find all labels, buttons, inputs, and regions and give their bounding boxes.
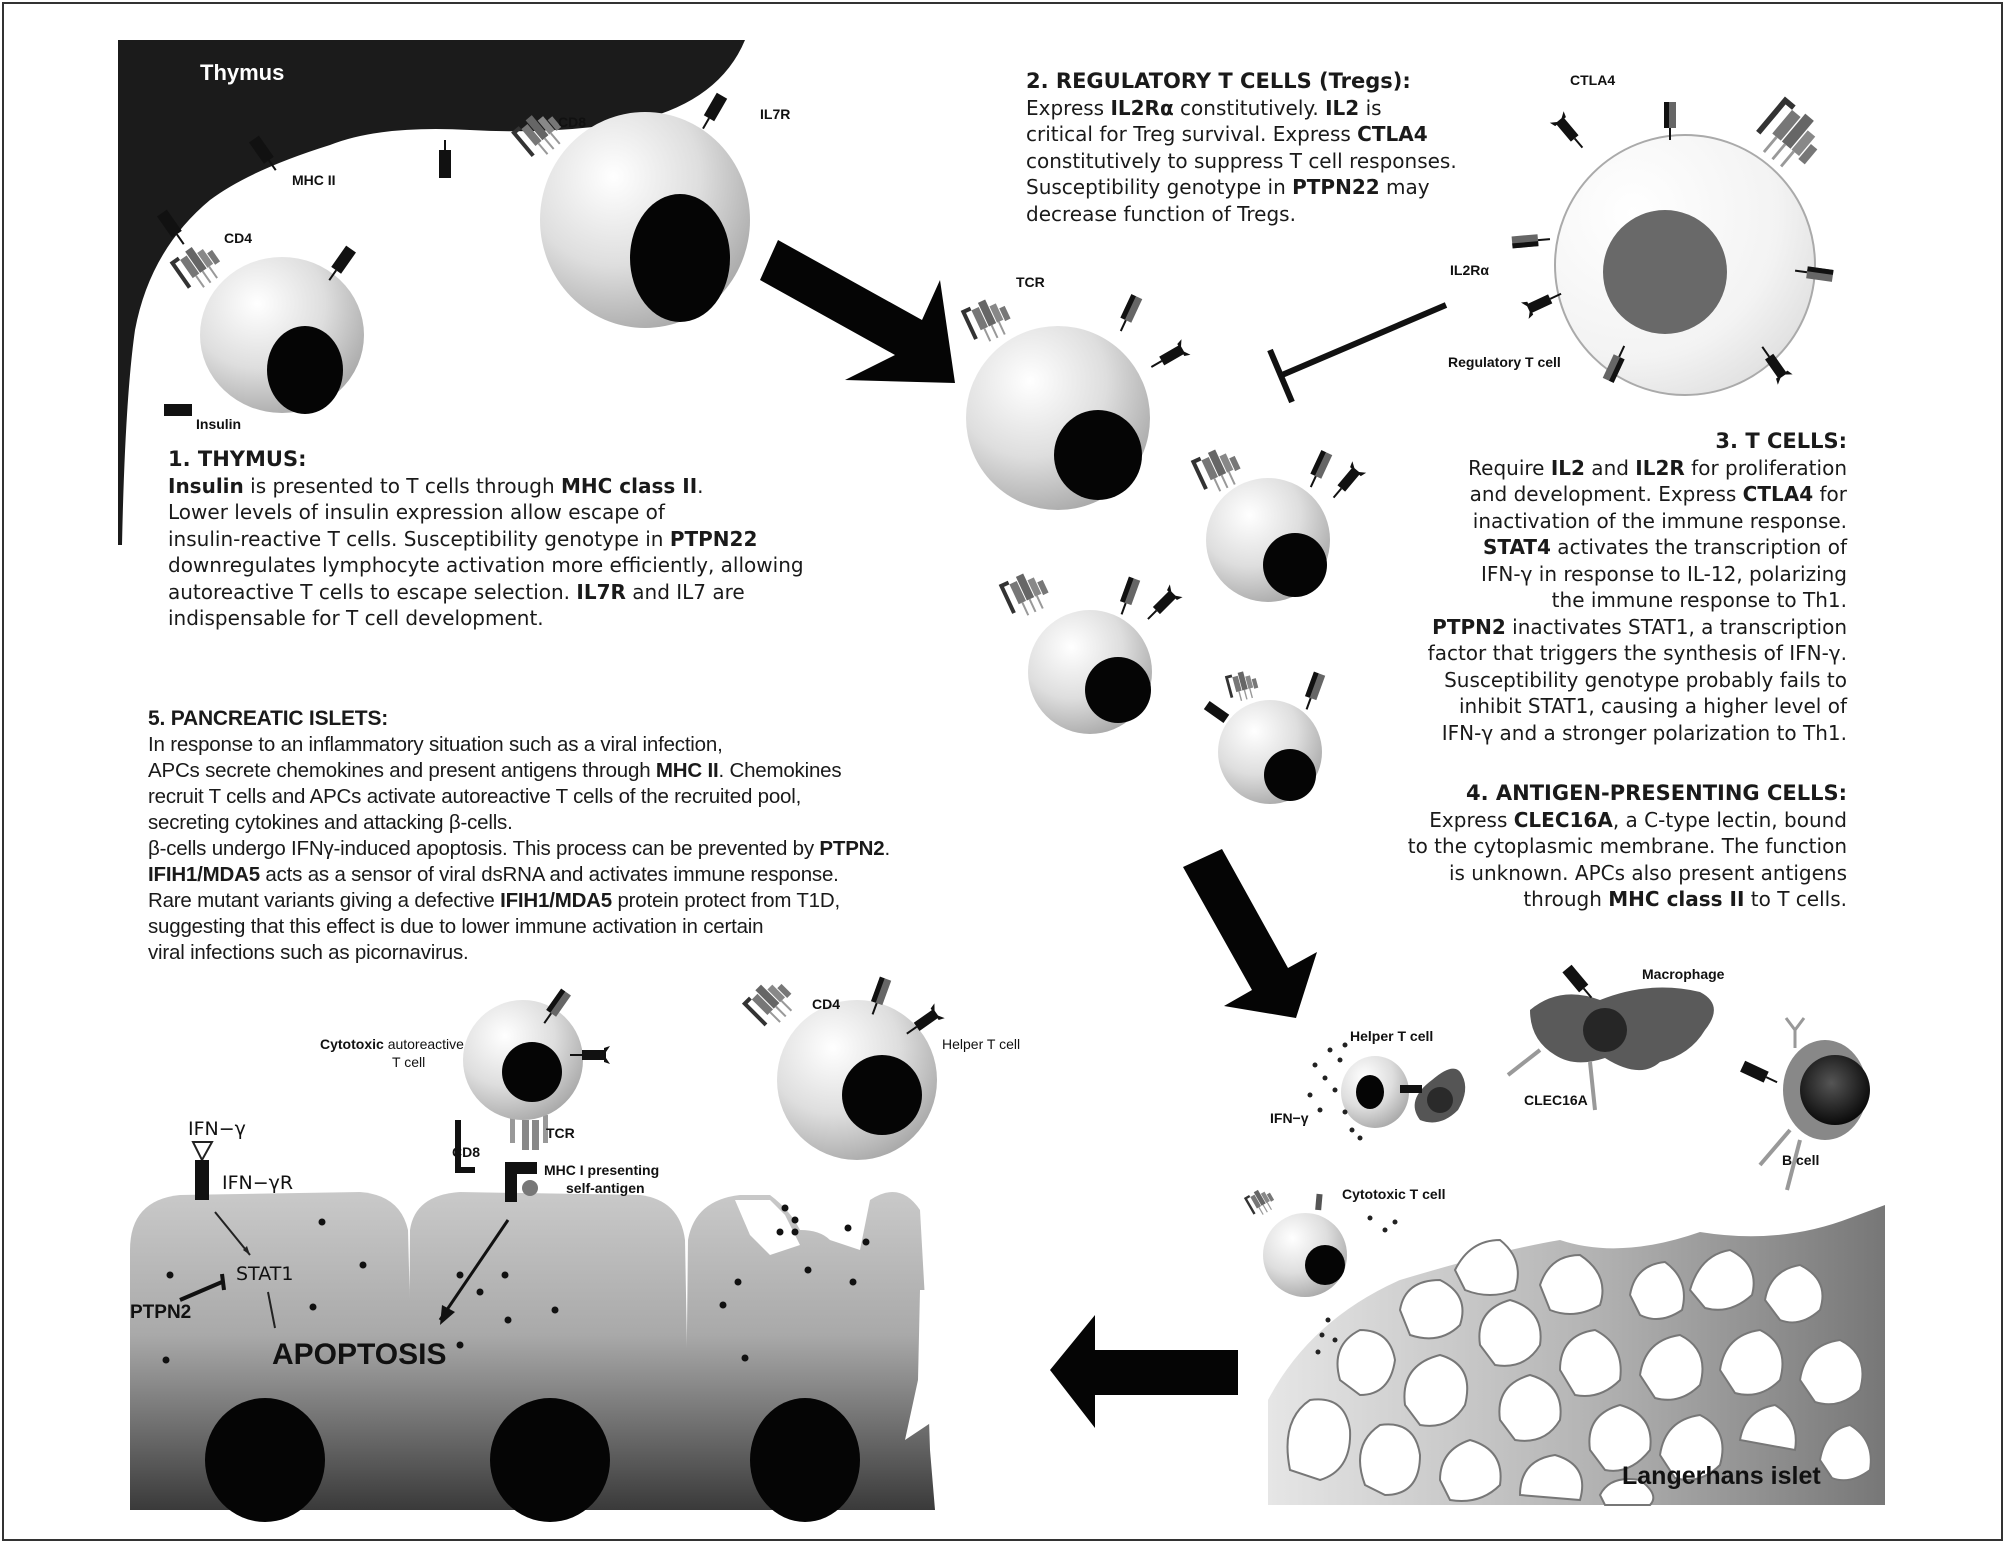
activated-t-cell-large: [962, 293, 1190, 510]
text-line: Express IL2Rα constitutively. IL2 is: [1026, 95, 1382, 120]
text-line: secreting cytokines and attacking β-cells.: [148, 811, 513, 834]
label-cd8-bottom: CD8: [452, 1144, 481, 1160]
label-ifn-gamma-r: IFN−γR: [222, 1172, 294, 1194]
label-ptpn2: PTPN2: [130, 1302, 192, 1323]
label-tcr-top: TCR: [1016, 274, 1045, 290]
treg-inhibition-line: [1270, 305, 1446, 402]
label-cytotoxic-t-cell: Cytotoxic T cell: [1342, 1186, 1446, 1202]
text-line: insulin-reactive T cells. Susceptibility genotype in PTPN22: [168, 526, 758, 551]
label-autoreactive-word: autoreactive: [387, 1036, 464, 1052]
label-ifn-gamma-apc: IFN−γ: [1270, 1110, 1309, 1126]
text-line: to the cytoplasmic membrane. The function: [1407, 834, 1847, 858]
section-apcs-body: [1408, 807, 1847, 913]
section-t-cells-body: [1428, 455, 1847, 747]
text-line: is unknown. APCs also present antigens: [1448, 860, 1847, 885]
text-line: STAT4 activates the transcription of: [1482, 535, 1847, 559]
text-line: and development. Express CTLA4 for: [1469, 482, 1847, 506]
text-line: Insulin is presented to T cells through MHC class II.: [168, 473, 704, 498]
t-cell-3: [1000, 567, 1182, 734]
text-line: APCs secrete chemokines and present antigens through MHC II. Chemokines: [148, 759, 842, 782]
label-clec16a: CLEC16A: [1524, 1092, 1588, 1108]
text-line: recruit T cells and APCs activate autoreactive T cells of the recruited pool,: [148, 785, 802, 808]
label-ctla4: CTLA4: [1570, 72, 1616, 88]
section-tregs-body: [1026, 95, 1457, 228]
label-langerhans-islet: Langerhans islet: [1622, 1462, 1821, 1490]
t-cell-2: [1192, 443, 1366, 602]
label-ifn-gamma: IFN−γ: [188, 1118, 246, 1140]
text-line: viral infections such as picornavirus.: [148, 941, 469, 964]
cd4-thymocyte: [171, 238, 364, 414]
section-tregs-title: 2. REGULATORY T CELLS (Tregs):: [1026, 69, 1411, 93]
label-il7r: IL7R: [760, 106, 791, 122]
text-line: PTPN2 inactivates STAT1, a transcription: [1432, 614, 1847, 639]
label-cytotoxic: [320, 1036, 464, 1052]
text-line: suggesting that this effect is due to lower immune activation in certain: [148, 915, 764, 938]
label-cytotoxic-word: Cytotoxic: [320, 1036, 384, 1052]
section-apcs-title: 4. ANTIGEN-PRESENTING CELLS:: [1466, 781, 1847, 805]
section-thymus-body: [168, 473, 804, 632]
text-line: indispensable for T cell development.: [168, 606, 544, 630]
text-line: inhibit STAT1, causing a higher level of: [1459, 694, 1847, 718]
cytotoxic-t-cell-islet: [1245, 1185, 1347, 1297]
label-stat1: STAT1: [236, 1263, 294, 1285]
text-line: IFN-γ in response to IL-12, polarizing: [1480, 561, 1847, 586]
label-mhc-i-line1: MHC I presenting: [544, 1162, 660, 1178]
label-t-cell-word: T cell: [392, 1054, 426, 1070]
label-insulin: Insulin: [196, 416, 242, 432]
text-line: Susceptibility genotype in PTPN22 may: [1026, 175, 1430, 199]
section-islets: [148, 706, 890, 966]
text-line: decrease function of Tregs.: [1026, 201, 1296, 226]
text-line: Susceptibility genotype probably fails to: [1444, 667, 1847, 692]
macrophage: [1508, 965, 1714, 1110]
text-line: constitutively to suppress T cell responses.: [1026, 148, 1457, 173]
text-line: inactivation of the immune response.: [1472, 508, 1847, 533]
text-line: In response to an inflammatory situation such as a viral infection,: [148, 733, 723, 756]
section-apcs: [1408, 780, 1847, 913]
arrow-islet-to-apoptosis: [1050, 1315, 1238, 1428]
cytotoxic-autoreactive-t-cell: [463, 989, 610, 1120]
section-t-cells-title: 3. T CELLS:: [1715, 429, 1847, 453]
label-b-cell: B cell: [1782, 1152, 1820, 1168]
text-line: β-cells undergo IFNγ-induced apoptosis. This process can be prevented by PTPN2.: [148, 837, 890, 860]
text-line: IFN-γ and a stronger polarization to Th1.: [1441, 720, 1847, 745]
langerhans-islet: [1268, 1205, 1885, 1505]
section-islets-body: [148, 732, 890, 966]
section-thymus-title: 1. THYMUS:: [168, 447, 307, 471]
label-mhc-ii: MHC II: [292, 172, 336, 188]
text-line: Lower levels of insulin expression allow escape of: [168, 500, 665, 524]
label-thymus: Thymus: [200, 60, 285, 85]
label-tcr-bottom: TCR: [546, 1125, 575, 1141]
text-line: Express CLEC16A, a C-type lectin, bound: [1429, 807, 1847, 832]
text-line: downregulates lymphocyte activation more efficiently, allowing: [168, 553, 804, 577]
text-line: factor that triggers the synthesis of IFN-γ.: [1427, 641, 1847, 665]
label-apoptosis: APOPTOSIS: [272, 1338, 447, 1371]
apc-helper-t-cell: [1308, 1043, 1466, 1141]
section-t-cells: [1428, 428, 1847, 746]
label-cd4-top: CD4: [224, 230, 253, 246]
label-macrophage: Macrophage: [1642, 966, 1725, 982]
text-line: Require IL2 and IL2R for proliferation: [1468, 455, 1847, 480]
text-line: through MHC class II to T cells.: [1523, 887, 1847, 911]
arrow-thymus-to-tcells: [760, 240, 955, 383]
label-regulatory-t-cell: Regulatory T cell: [1448, 354, 1561, 370]
t-cell-4: [1204, 669, 1325, 804]
helper-t-cell: [743, 974, 944, 1160]
label-il2ra: IL2Rα: [1450, 262, 1489, 278]
section-tregs: [1026, 68, 1457, 227]
section-thymus: [168, 446, 804, 632]
regulatory-t-cell: [1512, 98, 1834, 395]
text-line: autoreactive T cells to escape selection. IL7R and IL7 are: [168, 579, 745, 604]
arrow-tcells-to-apcs: [1183, 849, 1317, 1018]
text-line: critical for Treg survival. Express CTLA4: [1026, 122, 1428, 146]
label-cd4-bottom: CD4: [812, 996, 841, 1012]
label-helper-t-cell: Helper T cell: [942, 1036, 1021, 1052]
label-helper-t-cell-apc: Helper T cell: [1350, 1028, 1434, 1044]
section-islets-title: 5. PANCREATIC ISLETS:: [148, 707, 389, 730]
cd8-thymocyte: [513, 93, 750, 328]
label-mhc-i-line2: self-antigen: [566, 1180, 645, 1196]
label-cd8-top: CD8: [558, 114, 587, 130]
text-line: IFIH1/MDA5 acts as a sensor of viral dsRNA and activates immune response.: [148, 863, 839, 886]
text-line: Rare mutant variants giving a defective IFIH1/MDA5 protein protect from T1D,: [148, 889, 840, 912]
text-line: the immune response to Th1.: [1551, 588, 1847, 612]
